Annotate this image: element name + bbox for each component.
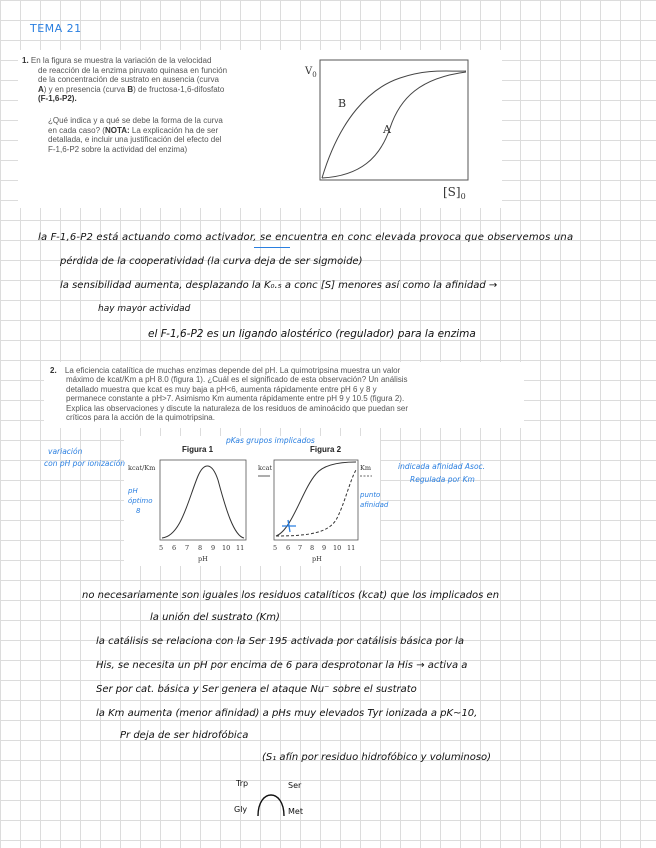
figure-2-x-label: pH — [312, 555, 322, 563]
sketch-gly: Gly — [234, 805, 248, 814]
q1-velocity-graph — [300, 58, 490, 208]
fig2-tick: 5 — [273, 544, 278, 552]
fig2-tick: 9 — [322, 544, 327, 552]
page-title: TEMA 21 — [30, 22, 82, 35]
fig1-tick: 10 — [222, 544, 231, 552]
fig2-tick: 6 — [286, 544, 291, 552]
question-2-text — [50, 366, 520, 422]
q1-line3: de la concentración de sustrato en ausencia (curva — [38, 75, 219, 85]
note-point-2: afinidad — [360, 501, 389, 509]
answer-1-line3: la sensibilidad aumenta, desplazando la K₀.₅ a conc [S] menores así como la afinidad → — [60, 280, 498, 291]
fig1-tick: 6 — [172, 544, 177, 552]
note-point-affinity — [360, 490, 388, 510]
answer-2-line5: Ser por cat. básica y Ser genera el ataque Nu⁻ sobre el sustrato — [96, 684, 417, 695]
answer-2-line1: no necesariamente son iguales los residuos catalíticos (kcat) que los implicados en — [82, 590, 500, 601]
curve-a-label: A — [383, 123, 391, 136]
figure-1-title: Figura 1 — [182, 445, 214, 454]
answer-2-line6: la Km aumenta (menor afinidad) a pHs muy elevados Tyr ionizada a pK~10, — [96, 708, 478, 719]
fig1-tick: 8 — [198, 544, 203, 552]
y-axis-label: $V_0$ — [305, 66, 317, 79]
note-affinity — [398, 460, 485, 486]
note-variation-1: variación — [48, 447, 83, 456]
question-1-number: 1. — [22, 56, 29, 65]
fig1-tick: 5 — [159, 544, 164, 552]
question-2-number: 2. — [50, 366, 57, 375]
active-site-sketch — [230, 772, 320, 822]
answer-2-line7: Pr deja de ser hidrofóbica — [120, 730, 249, 741]
answer-1-line4: hay mayor actividad — [98, 304, 191, 314]
answer-2-line2: la unión del sustrato (Km) — [150, 612, 280, 623]
q1-note-label: NOTA: — [104, 125, 130, 135]
answer-1-line2: pérdida de la cooperatividad (la curva deja de ser sigmoide) — [60, 256, 363, 267]
answer-1-line1: la F-1,6-P2 está actuando como activador, se encuentra en conc elevada provoca que observemos una — [38, 232, 574, 243]
note-optimum-ph — [128, 486, 153, 516]
q1-line5: (F-1,6-P2). — [38, 94, 77, 104]
sketch-trp: Trp — [236, 779, 249, 788]
q1-p2-line2-a: en cada caso? ( — [48, 125, 105, 135]
q1-p2-line1: ¿Qué indica y a qué se debe la forma de la curva — [48, 115, 223, 125]
answer-1-line5: el F-1,6-P2 es un ligando alostérico (regulador) para la enzima — [148, 328, 476, 340]
q1-line4-d: ) de fructosa-1,6-difosfato — [133, 84, 225, 94]
note-opt-2: óptimo — [128, 497, 153, 505]
figure-2-y-label-km: Km — [360, 464, 372, 472]
x-axis-label: $[S]_0$ — [443, 185, 466, 201]
fig1-tick: 7 — [185, 544, 190, 552]
sketch-ser: Ser — [288, 781, 302, 790]
q1-p2-line3: detallada, e incluir una justificación del efecto del — [48, 135, 222, 145]
figure-1-y-label: kcat/Km — [128, 464, 156, 472]
fig1-tick: 9 — [211, 544, 216, 552]
q1-p2-line2 — [22, 126, 292, 136]
answer-1-underline — [254, 247, 290, 248]
q2-line3: detallado muestra que kcat es muy baja a pH<6, aumenta rápidamente entre pH 6 y 8 y — [66, 384, 377, 394]
note-opt-1: pH — [128, 487, 138, 495]
note-affinity-1: indicada afinidad Asoc. — [398, 462, 486, 471]
fig2-tick: 11 — [347, 544, 356, 552]
answer-2-line8: (S₁ afín por residuo hidrofóbico y voluminoso) — [262, 752, 492, 763]
q1-line4 — [22, 85, 292, 95]
figure-2-x-ticks — [273, 544, 355, 552]
figure-2-title: Figura 2 — [310, 445, 342, 454]
q1-curve-a-ref: A — [38, 84, 44, 94]
q1-line2: de reacción de la enzima piruvato quinasa en función — [38, 65, 228, 75]
curve-b-label: B — [338, 97, 347, 110]
question-1-text — [22, 56, 292, 154]
q1-line4-b: ) y en presencia (curva — [43, 84, 128, 94]
q1-p2-line2-c: La explicación ha de ser — [129, 125, 219, 135]
figure-1-x-label: pH — [198, 555, 208, 563]
fig2-tick: 7 — [298, 544, 303, 552]
note-variation — [44, 446, 125, 470]
figure-1-x-ticks — [159, 544, 244, 552]
q2-line4: permanece constante a pH>7. Asimismo Km aumenta rápidamente entre pH 9 y 10.5 (figura 2). — [66, 394, 405, 404]
q1-curve-b-ref: B — [127, 84, 134, 94]
note-pkas: pKas grupos implicados — [226, 436, 315, 445]
fig2-tick: 10 — [333, 544, 342, 552]
fig1-tick: 11 — [236, 544, 245, 552]
answer-2-line4: His, se necesita un pH por encima de 6 para desprotonar la His → activa a — [96, 660, 468, 671]
q1-p2-line4: F-1,6-P2 sobre la actividad del enzima) — [48, 144, 188, 154]
q2-line1: La eficiencia catalítica de muchas enzimas depende del pH. La quimotripsina muestra un valor — [64, 366, 401, 375]
note-affinity-2: Regulada por Km — [410, 475, 475, 484]
fig2-tick: 8 — [310, 544, 315, 552]
q2-line6: críticos para la acción de la quimotripsina. — [66, 413, 215, 423]
note-variation-2: con pH por ionización — [44, 459, 126, 468]
sketch-met: Met — [288, 807, 303, 816]
q1-line1: En la figura se muestra la variación de la velocidad — [30, 56, 212, 65]
figure-2-y-label-kcat: kcat — [258, 464, 273, 472]
q2-line5: Explica las observaciones y discute la naturaleza de los residuos de aminoácido que puedan ser — [66, 403, 408, 413]
note-point-1: punto — [360, 491, 381, 499]
note-opt-3: 8 — [136, 507, 141, 515]
q2-line2: máximo de kcat/Km a pH 8.0 (figura 1). ¿Cuál es el significado de esta observación? Un análisis — [66, 375, 408, 385]
answer-2-line3: la catálisis se relaciona con la Ser 195 activada por catálisis básica por la — [96, 636, 465, 647]
